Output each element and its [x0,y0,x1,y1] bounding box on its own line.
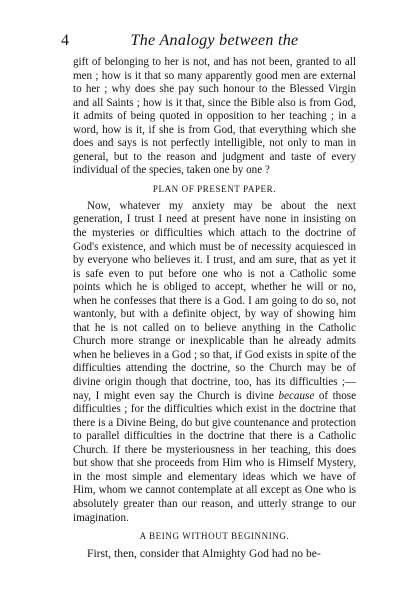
section-heading-being: A BEING WITHOUT BEGINNING. [139,531,290,542]
paragraph-plan-text-a: Now, whatever my anxiety may be about the next generation, I trust I need at present have none in insisting on the mysteries or difficulties which attach to the doctrine of God's existence, and which must be of necessity acquiesced in by everyone who believes it. I trust, and am sure, that as yet it is safe even to put before one who is not a Catholic some points which he is obliged to accept, whether he will or no, when he confesses that there is a God. I am going to do so, not wantonly, but with a definite object, by way of showing him that he is not called on to believe anything in the Catholic Church more strange or inexplicable than he already admits when he believes in a God ; so that, if God exists in spite of the difficulties attending the doctrine, so the Church may be of divine origin though that doctrine, too, has its difficulties ;—nay, I might even say the Church is divine [73,199,356,402]
section-heading-plan: PLAN OF PRESENT PAPER. [152,183,277,194]
page-header [61,32,356,56]
running-head: The Analogy between the [130,32,299,49]
paragraph-being: First, then, consider that Almighty God had no be- [87,547,321,561]
paragraph-plan [73,200,356,525]
paragraph-plan-emphasis: because [278,389,315,402]
book-page [61,32,357,561]
paragraph-plan-text-b: of those difficulties ; for the difficulties which exist in the doctrine that there is a Divine Being, do but give countenance and protection to parallel difficulties in the doctrine that there is a Catholic Church. If there be mysteriousness in her teaching, this does but show that she proceeds from Him who is Himself Mystery, in the most simple and elementary ideas which we have of Him, whom we cannot contemplate at all except as One who is absolutely greater than our reason, and utterly strange to our imagination. [73,389,357,524]
page-number: 4 [61,32,69,49]
paragraph-continuation: gift of belonging to her is not, and has not been, granted to all men ; how is it that so many apparently good men are external to her ; why does she pay such honour to the Blessed Virgin and all Saints ; how is it that, since the Bible also is from God, it admits of being quoted in opposition to her teaching ; in a word, how is it, if she is from God, that everything which she does and says is not perfectly intelligible, not only to man in general, but to the reason and judgment and taste of every individual of the species, taken one by one ? [73,56,356,177]
